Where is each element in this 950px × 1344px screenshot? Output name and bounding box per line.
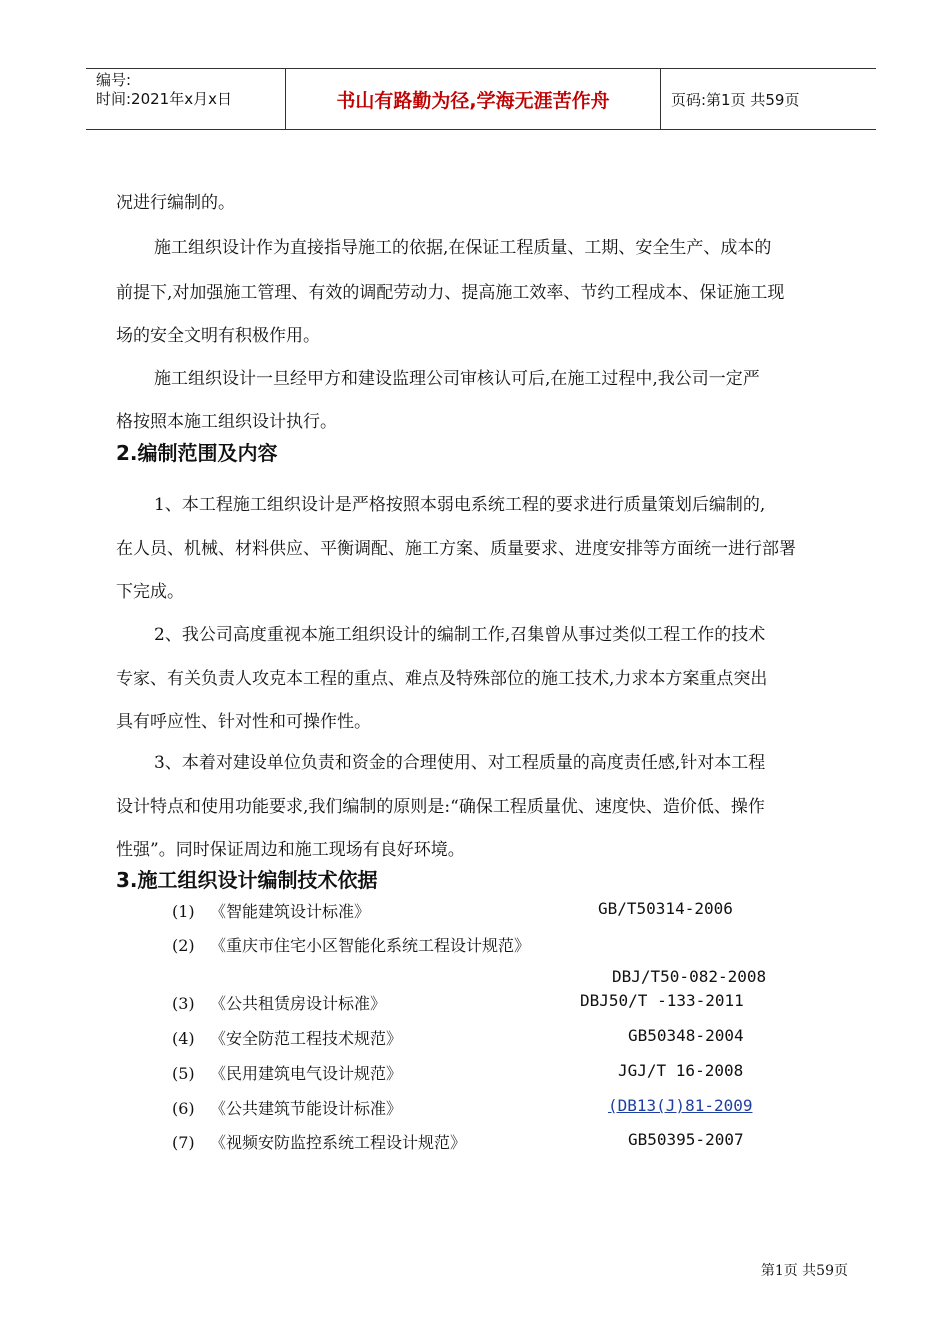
section-2-line: 专家、有关负责人攻克本工程的重点、难点及特殊部位的施工技术,力求本方案重点突出 [116, 669, 768, 689]
reference-name: 《视频安防监控系统工程设计规范》 [209, 1133, 466, 1152]
reference-code-link[interactable]: (DB13(J)81-2009 [608, 1096, 753, 1115]
reference-item [172, 933, 530, 956]
paragraph-line: 前提下,对加强施工管理、有效的调配劳动力、提高施工效率、节约工程成本、保证施工现 [116, 283, 785, 303]
reference-item [172, 991, 386, 1014]
reference-number: (2) [172, 936, 195, 955]
section-2-line: 具有呼应性、针对性和可操作性。 [116, 712, 371, 732]
reference-name: 《公共建筑节能设计标准》 [209, 1099, 402, 1118]
reference-code: GB50395-2007 [628, 1130, 744, 1149]
reference-item [172, 1026, 402, 1049]
reference-item [172, 1130, 466, 1153]
reference-number: (3) [172, 994, 195, 1013]
header-page-label: 页码:第1页 共59页 [671, 90, 800, 109]
section-2-title: 2.编制范围及内容 [116, 441, 278, 465]
reference-name: 《公共租赁房设计标准》 [209, 994, 386, 1013]
reference-code: JGJ/T 16-2008 [618, 1061, 744, 1080]
section-3-title: 3.施工组织设计编制技术依据 [116, 868, 378, 892]
section-2-line: 设计特点和使用功能要求,我们编制的原则是:“确保工程质量优、速度快、造价低、操作 [116, 797, 765, 817]
section-2-line: 性强”。同时保证周边和施工现场有良好环境。 [116, 840, 465, 860]
reference-name: 《民用建筑电气设计规范》 [209, 1064, 402, 1083]
section-2-line: 1、本工程施工组织设计是严格按照本弱电系统工程的要求进行质量策划后编制的, [154, 495, 766, 515]
page-footer: 第1页 共59页 [760, 1263, 848, 1279]
reference-number: (4) [172, 1029, 195, 1048]
reference-item [172, 899, 370, 922]
section-2-line: 2、我公司高度重视本施工组织设计的编制工作,召集曾从事过类似工程工作的技术 [154, 625, 766, 645]
section-2-line: 在人员、机械、材料供应、平衡调配、施工方案、质量要求、进度安排等方面统一进行部署 [116, 539, 796, 559]
reference-item [172, 1096, 402, 1119]
section-2-line: 下完成。 [116, 582, 184, 602]
reference-number: (6) [172, 1099, 195, 1118]
document-body [116, 0, 850, 1344]
date-label: 时间:2021年x月x日 [96, 90, 232, 108]
reference-number: (5) [172, 1064, 195, 1083]
reference-name: 《安全防范工程技术规范》 [209, 1029, 402, 1048]
reference-code: GB/T50314-2006 [598, 899, 733, 918]
paragraph-line: 场的安全文明有积极作用。 [116, 326, 320, 346]
paragraph-line: 格按照本施工组织设计执行。 [116, 412, 337, 432]
reference-code: GB50348-2004 [628, 1026, 744, 1045]
header-motto: 书山有路勤为径,学海无涯苦作舟 [286, 69, 661, 129]
reference-name: 《重庆市住宅小区智能化系统工程设计规范》 [209, 936, 530, 955]
reference-name: 《智能建筑设计标准》 [209, 902, 370, 921]
number-label: 编号: [96, 71, 132, 89]
paragraph-line: 况进行编制的。 [116, 193, 235, 213]
section-2-line: 3、本着对建设单位负责和资金的合理使用、对工程质量的高度责任感,针对本工程 [154, 753, 766, 773]
paragraph-line: 施工组织设计作为直接指导施工的依据,在保证工程质量、工期、安全生产、成本的 [154, 238, 772, 258]
reference-item [172, 1061, 402, 1084]
reference-code: DBJ50/T -133-2011 [580, 991, 744, 1010]
reference-number: (1) [172, 902, 195, 921]
paragraph-line: 施工组织设计一旦经甲方和建设监理公司审核认可后,在施工过程中,我公司一定严 [154, 369, 760, 389]
reference-number: (7) [172, 1133, 195, 1152]
reference-code: DBJ/T50-082-2008 [612, 967, 767, 986]
